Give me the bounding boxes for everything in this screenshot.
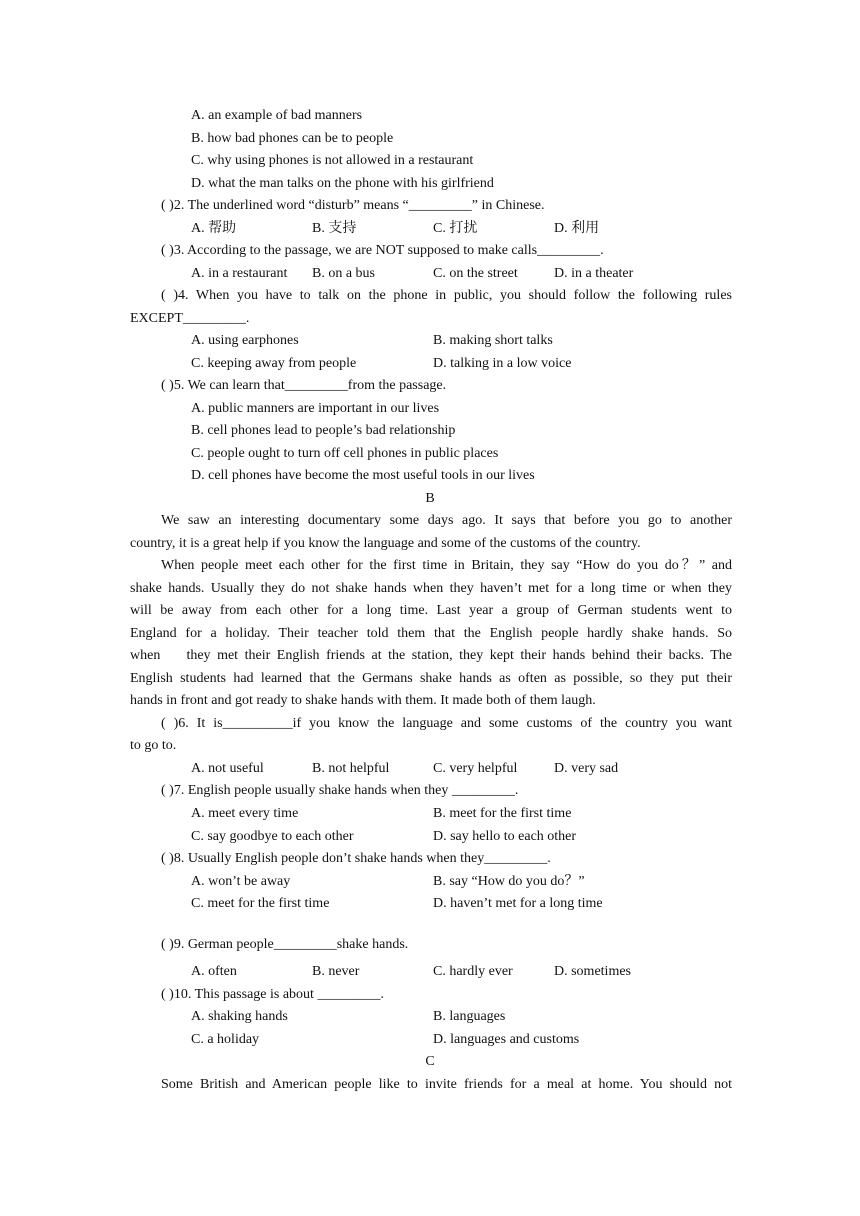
q6-option-c: C. very helpful: [433, 761, 518, 776]
section-b-para2-line1: When people meet each other for the first time in Britain, they say “How do you do？” and: [161, 558, 732, 573]
q8-stem: ( )8. Usually English people don’t shake hands when they_________.: [161, 851, 551, 866]
q4-stem-line2: EXCEPT_________.: [130, 311, 250, 326]
q4-option-d: D. talking in a low voice: [433, 356, 572, 371]
q2-option-c: C. 打扰: [433, 221, 478, 236]
q4-stem-line1: ( )4. When you have to talk on the phone in public, you should follow the following rules: [161, 288, 732, 303]
q6-stem-line2: to go to.: [130, 738, 177, 753]
q8-option-a: A. won’t be away: [191, 874, 291, 889]
section-b-para2-line3: will be away from each other for a long time. Last year a group of German students went to: [130, 603, 732, 618]
section-b-para2-line2: shake hands. Usually they do not shake hands when they haven’t met for a long time or when they: [130, 581, 732, 596]
q1-option-b: B. how bad phones can be to people: [191, 131, 394, 146]
q5-option-d: D. cell phones have become the most useful tools in our lives: [191, 468, 535, 483]
q10-option-a: A. shaking hands: [191, 1009, 288, 1024]
q7-option-a: A. meet every time: [191, 806, 299, 821]
q1-option-a: A. an example of bad manners: [191, 108, 363, 123]
q5-option-b: B. cell phones lead to people’s bad relationship: [191, 423, 456, 438]
q9-option-d: D. sometimes: [554, 964, 631, 979]
q2-option-a: A. 帮助: [191, 221, 237, 236]
q10-option-d: D. languages and customs: [433, 1032, 580, 1047]
q4-option-a: A. using earphones: [191, 333, 299, 348]
q7-option-d: D. say hello to each other: [433, 829, 577, 844]
q3-option-b: B. on a bus: [312, 266, 375, 281]
q9-stem: ( )9. German people_________shake hands.: [161, 937, 409, 952]
section-c-para1-line1: Some British and American people like to invite friends for a meal at home. You should not: [161, 1077, 732, 1092]
q5-stem: ( )5. We can learn that_________from the passage.: [161, 378, 447, 393]
q2-stem: ( )2. The underlined word “disturb” means “_________” in Chinese.: [161, 198, 545, 213]
q9-option-c: C. hardly ever: [433, 964, 513, 979]
q8-option-d: D. haven’t met for a long time: [433, 896, 603, 911]
q7-stem: ( )7. English people usually shake hands when they _________.: [161, 783, 519, 798]
q3-option-a: A. in a restaurant: [191, 266, 288, 281]
q7-option-c: C. say goodbye to each other: [191, 829, 354, 844]
q2-option-b: B. 支持: [312, 221, 357, 236]
q6-option-b: B. not helpful: [312, 761, 390, 776]
q9-option-a: A. often: [191, 964, 237, 979]
q3-option-d: D. in a theater: [554, 266, 634, 281]
q5-option-c: C. people ought to turn off cell phones in public places: [191, 446, 499, 461]
section-b-para2-line5: when they met their English friends at the station, they kept their hands behind their backs. The: [130, 648, 732, 663]
section-b-para1-line1: We saw an interesting documentary some days ago. It says that before you go to another: [161, 513, 732, 528]
section-b-para1-line2: country, it is a great help if you know the language and some of the customs of the country.: [130, 536, 641, 551]
section-b-para2-line4: England for a holiday. Their teacher told them that the English people hardly shake hands. So: [130, 626, 732, 641]
q10-option-b: B. languages: [433, 1009, 506, 1024]
q7-option-b: B. meet for the first time: [433, 806, 572, 821]
section-b-para2-line7: hands in front and got ready to shake hands with them. It made both of them laugh.: [130, 693, 596, 708]
q8-option-c: C. meet for the first time: [191, 896, 330, 911]
q1-option-c: C. why using phones is not allowed in a restaurant: [191, 153, 474, 168]
section-c-heading: C: [425, 1054, 435, 1069]
q4-option-b: B. making short talks: [433, 333, 553, 348]
q9-option-b: B. never: [312, 964, 360, 979]
section-b-para2-line6: English students had learned that the Germans shake hands as often as possible, so they put their: [130, 671, 732, 686]
q6-stem-line1: ( )6. It is__________if you know the language and some customs of the country you want: [161, 716, 732, 731]
q8-option-b: B. say “How do you do？”: [433, 874, 585, 889]
q4-option-c: C. keeping away from people: [191, 356, 357, 371]
q3-option-c: C. on the street: [433, 266, 518, 281]
q2-option-d: D. 利用: [554, 221, 600, 236]
q10-stem: ( )10. This passage is about _________.: [161, 987, 384, 1002]
q6-option-a: A. not useful: [191, 761, 264, 776]
q1-option-d: D. what the man talks on the phone with his girlfriend: [191, 176, 494, 191]
section-b-heading: B: [425, 491, 435, 506]
q6-option-d: D. very sad: [554, 761, 619, 776]
q5-option-a: A. public manners are important in our lives: [191, 401, 440, 416]
q10-option-c: C. a holiday: [191, 1032, 260, 1047]
q3-stem: ( )3. According to the passage, we are NOT supposed to make calls_________.: [161, 243, 604, 258]
